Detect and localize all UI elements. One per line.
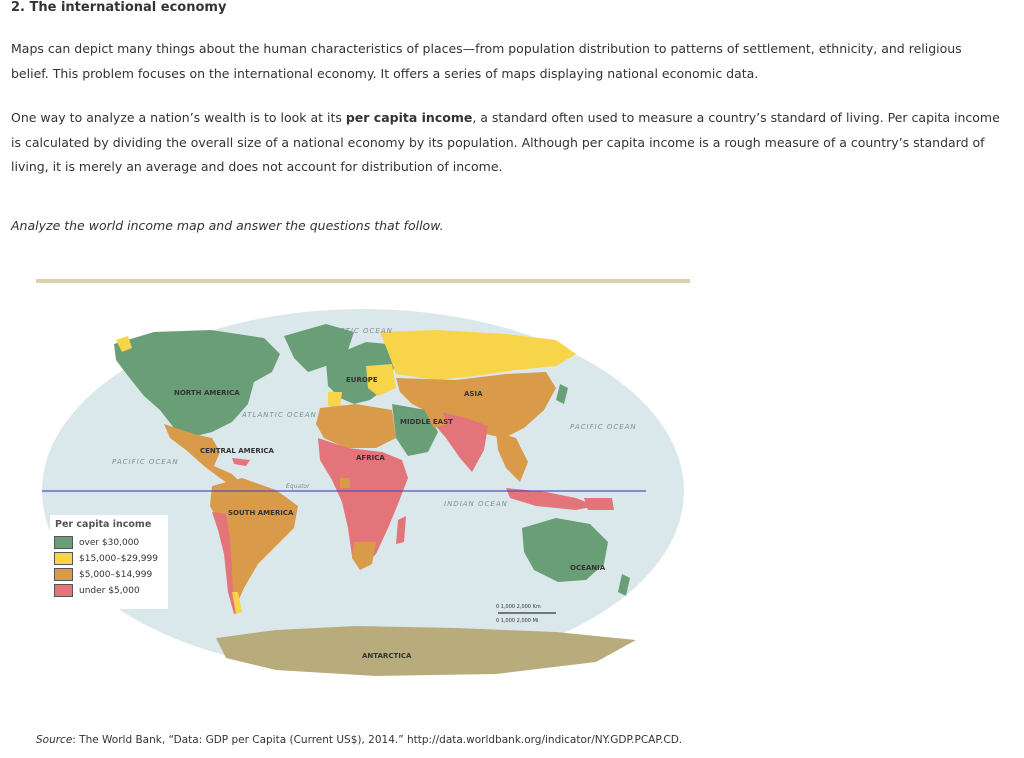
atlantic-ocean-label: ATLANTIC OCEAN: [242, 411, 317, 419]
legend-label: under $5,000: [79, 585, 140, 596]
divider-bar: [36, 279, 690, 283]
legend-label: $15,000–$29,999: [79, 553, 158, 564]
legend-swatch-yellow: [54, 552, 73, 565]
pacific-ocean-right-label: PACIFIC OCEAN: [570, 423, 637, 431]
legend-swatch-orange: [54, 568, 73, 581]
section-title: 2. The international economy: [11, 0, 227, 15]
paragraph-text-before: One way to analyze a nation’s wealth is to look at its: [11, 110, 346, 125]
legend-item: [54, 552, 168, 565]
indian-ocean-label: INDIAN OCEAN: [444, 500, 508, 508]
north-america-label: NORTH AMERICA: [174, 389, 240, 397]
gabon-shape: [340, 478, 350, 488]
legend-label: over $30,000: [79, 537, 140, 548]
oceania-label: OCEANIA: [570, 564, 606, 572]
legend-item: [54, 568, 168, 581]
legend-item: [54, 536, 168, 549]
legend-swatch-red: [54, 584, 73, 597]
pacific-ocean-left-label: PACIFIC OCEAN: [112, 458, 179, 466]
middle-east-label: MIDDLE EAST: [400, 418, 453, 426]
map-legend: [50, 515, 168, 609]
south-america-label: SOUTH AMERICA: [228, 509, 294, 517]
antarctica-shape: [216, 626, 636, 676]
scale-km-label: 0 1,000 2,000 Km: [496, 604, 541, 610]
per-capita-term: per capita income: [345, 110, 473, 125]
arctic-ocean-label: ARCTIC OCEAN: [328, 327, 393, 335]
instruction-text: Analyze the world income map and answer the questions that follow.: [11, 218, 444, 233]
equator-label: Equator: [286, 483, 310, 490]
papua-shape: [584, 498, 614, 510]
iberia: [328, 392, 342, 408]
world-income-map: [36, 292, 690, 690]
legend-label: $5,000–$14,999: [79, 569, 153, 580]
source-label: Source: [36, 734, 73, 746]
scale-mi-label: 0 1,000 2,000 Mi: [496, 618, 539, 624]
antarctica-label: ANTARCTICA: [362, 652, 412, 660]
central-america-label: CENTRAL AMERICA: [200, 447, 274, 455]
source-text: : The World Bank, “Data: GDP per Capita (Current US$), 2014.” http://data.worldbank.org/indicator/NY.GDP.PCAP.CD.: [72, 734, 683, 746]
source-citation: [36, 734, 682, 746]
intro-paragraph: Maps can depict many things about the human characteristics of places—from population distribution to patterns of settlement, ethnicity, and religious belief. This problem focuses on the international economy. It offers a series of maps displaying national economic data.: [11, 41, 962, 81]
asia-label: ASIA: [464, 390, 483, 398]
legend-swatch-green: [54, 536, 73, 549]
europe-label: EUROPE: [346, 376, 378, 384]
africa-label: AFRICA: [356, 454, 385, 462]
legend-item: [54, 584, 168, 597]
paragraph-text-after: , a standard often used to measure a country’s standard of living. Per capita income is calculated by dividing the overall size of a national economy by its population. Although per capita income is a rough measure of a country’s standard of living, it is merely an average and does not account for distribution of income.: [11, 110, 1000, 174]
legend-title: Per capita income: [55, 519, 152, 530]
per-capita-paragraph: [11, 106, 1001, 180]
